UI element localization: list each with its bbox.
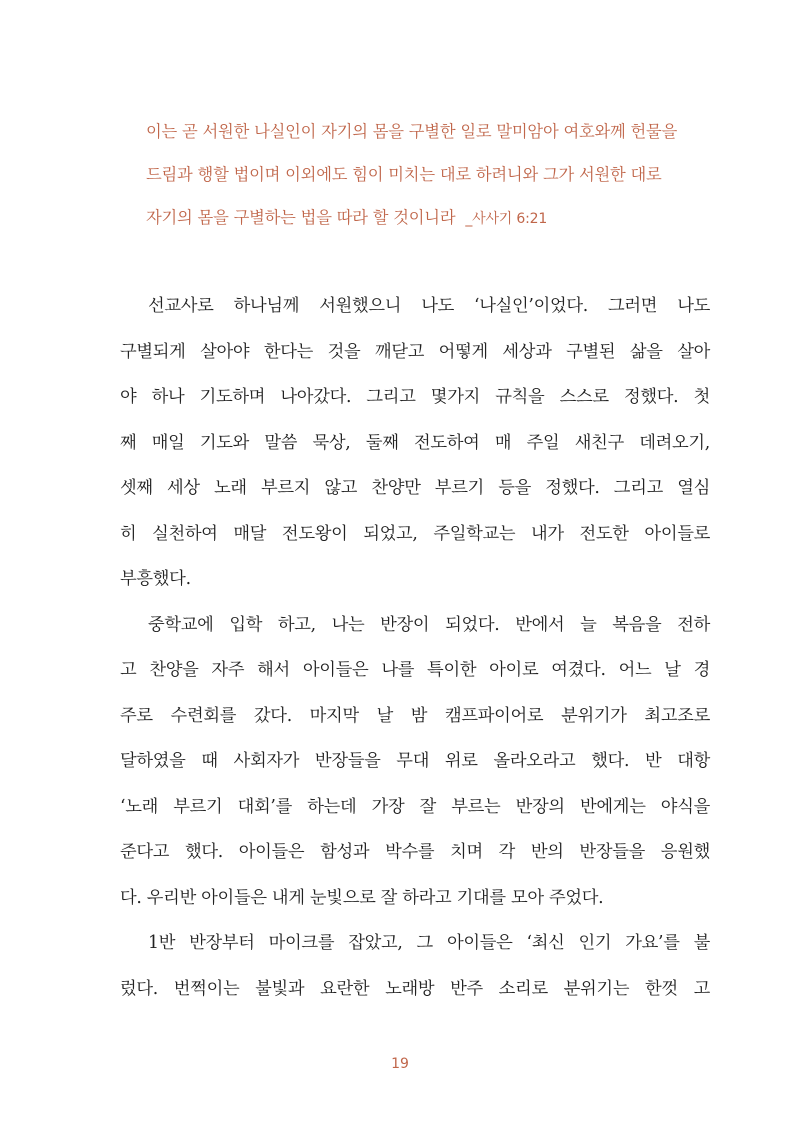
- body-line: 셋째 세상 노래 부르지 않고 찬양만 부르기 등을 정했다. 그리고 열심: [120, 478, 710, 498]
- body-line: 달하였을 때 사회자가 반장들을 무대 위로 올라오라고 했다. 반 대항: [120, 751, 710, 771]
- page-number: 19: [391, 1056, 409, 1072]
- body-line: 다. 우리반 아이들은 내게 눈빛으로 잘 하라고 기대를 모아 주었다.: [120, 887, 604, 908]
- epigraph-line: 드림과 행할 법이며 이외에도 힘이 미치는 대로 하려니와 그가 서원한 대로: [146, 165, 662, 184]
- body-line: 째 매일 기도와 말씀 묵상, 둘째 전도하여 매 주일 새친구 데려오기,: [120, 432, 710, 453]
- body-line: ‘노래 부르기 대회’를 하는데 가장 잘 부르는 반장의 반에게는 야식을: [120, 796, 710, 817]
- body-line: 렀다. 번쩍이는 불빛과 요란한 노래방 반주 소리로 분위기는 한껏 고: [120, 978, 710, 999]
- body-line: 야 하나 기도하며 나아갔다. 그리고 몇가지 규칙을 스스로 정했다. 첫: [120, 387, 710, 407]
- scripture-reference: _사사기 6:21: [465, 211, 548, 227]
- body-line: 히 실천하여 매달 전도왕이 되었고, 주일학교는 내가 전도한 아이들로: [120, 523, 710, 544]
- epigraph-line-text: 자기의 몸을 구별하는 법을 따라 할 것이니라: [146, 208, 456, 227]
- body-line: 준다고 했다. 아이들은 함성과 박수를 치며 각 반의 반장들을 응원했: [120, 842, 710, 862]
- body-line: 1반 반장부터 마이크를 잡았고, 그 아이들은 ‘최신 인기 가요’를 불: [148, 933, 710, 953]
- body-line: 부흥했다.: [120, 569, 191, 589]
- epigraph-line: 이는 곧 서원한 나실인이 자기의 몸을 구별한 일로 말미암아 여호와께 헌물을: [146, 122, 678, 141]
- body-line: 구별되게 살아야 한다는 것을 깨닫고 어떻게 세상과 구별된 삶을 살아: [120, 341, 710, 362]
- body-line: 고 찬양을 자주 해서 아이들은 나를 특이한 아이로 여겼다. 어느 날 경: [120, 660, 710, 680]
- scripture-epigraph: [146, 110, 712, 241]
- epigraph-line: [146, 196, 712, 241]
- body-text: [120, 284, 710, 1012]
- body-line: 주로 수련회를 갔다. 마지막 날 밤 캠프파이어로 분위기가 최고조로: [120, 705, 710, 726]
- body-line: 중학교에 입학 하고, 나는 반장이 되었다. 반에서 늘 복음을 전하: [148, 614, 710, 635]
- body-line: 선교사로 하나님께 서원했으니 나도 ‘나실인’이었다. 그러면 나도: [148, 296, 710, 316]
